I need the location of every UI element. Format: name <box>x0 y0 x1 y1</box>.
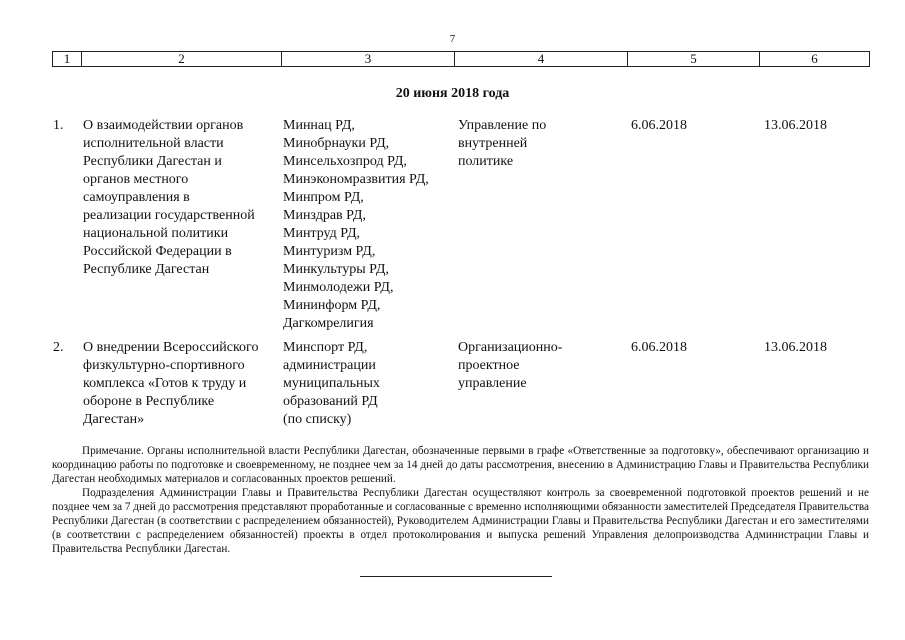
column-header-row <box>53 52 870 67</box>
page-number: 7 <box>449 33 456 45</box>
column-header-1: 1 <box>53 52 82 67</box>
row-topic: О взаимодействии органов исполнительной власти Республики Дагестан и органов местного самоуправления в реализации государственной национальной политики Российской Федерации в Республике Дагестан <box>83 118 255 277</box>
row-number: 2. <box>53 340 64 355</box>
column-header-2: 2 <box>82 52 282 67</box>
row-responsible: Миннац РД, Минобрнауки РД, Минсельхозпрод РД, Минэкономразвития РД, Минпром РД, Минздрав РД, Минтруд РД, Минтуризм РД, Минкультуры РД, Минмолодежи РД, Мининформ РД, Дагкомрелигия <box>283 118 429 331</box>
column-header-5: 5 <box>628 52 760 67</box>
date-heading: 20 июня 2018 года <box>395 86 510 101</box>
row-submit-date: 6.06.2018 <box>631 340 687 355</box>
row-department: Управление по внутренней политике <box>458 118 547 169</box>
closing-divider <box>360 576 552 577</box>
row-review-date: 13.06.2018 <box>764 118 827 133</box>
row-topic: О внедрении Всероссийского физкультурно-спортивного комплекса «Готов к труду и обороне в Республике Дагестан» <box>83 340 259 427</box>
row-number: 1. <box>53 118 64 133</box>
note-paragraph: Примечание. Органы исполнительной власти Республики Дагестан, обозначенные первыми в графе «Ответственные за подготовку», обеспечивают организацию и координацию работы по подготовке и своевременному, не позднее чем за 14 дней до даты рассмотрения, внесению в Администрацию Главы и Правительства Республики Дагестан необходимых материалов и согласованных проектов решений. <box>52 445 869 485</box>
column-header-6: 6 <box>760 52 870 67</box>
column-header-3: 3 <box>282 52 455 67</box>
column-header-table <box>52 51 870 67</box>
row-submit-date: 6.06.2018 <box>631 118 687 133</box>
note-paragraph: Подразделения Администрации Главы и Правительства Республики Дагестан осуществляют контроль за своевременной подготовкой проектов решений и не позднее чем за 7 дней до рассмотрения представляют проработанные и согласованные с временно исполняющими обязанности заместителей Председателя Правительства Республики Дагестан (в соответствии с распределением обязанностей), Руководителем Администрации Главы и Правительства Республики Дагестан и его заместителями (в соответствии с распределением обязанностей) проекты в отдел протоколирования и выпуска решений Управления делопроизводства Администрации Главы и Правительства Республики Дагестан. <box>52 487 869 555</box>
row-review-date: 13.06.2018 <box>764 340 827 355</box>
column-header-4: 4 <box>455 52 628 67</box>
row-responsible: Минспорт РД, администрации муниципальных образований РД (по списку) <box>283 340 380 427</box>
row-department: Организационно- проектное управление <box>458 340 563 391</box>
note-section <box>52 444 869 556</box>
